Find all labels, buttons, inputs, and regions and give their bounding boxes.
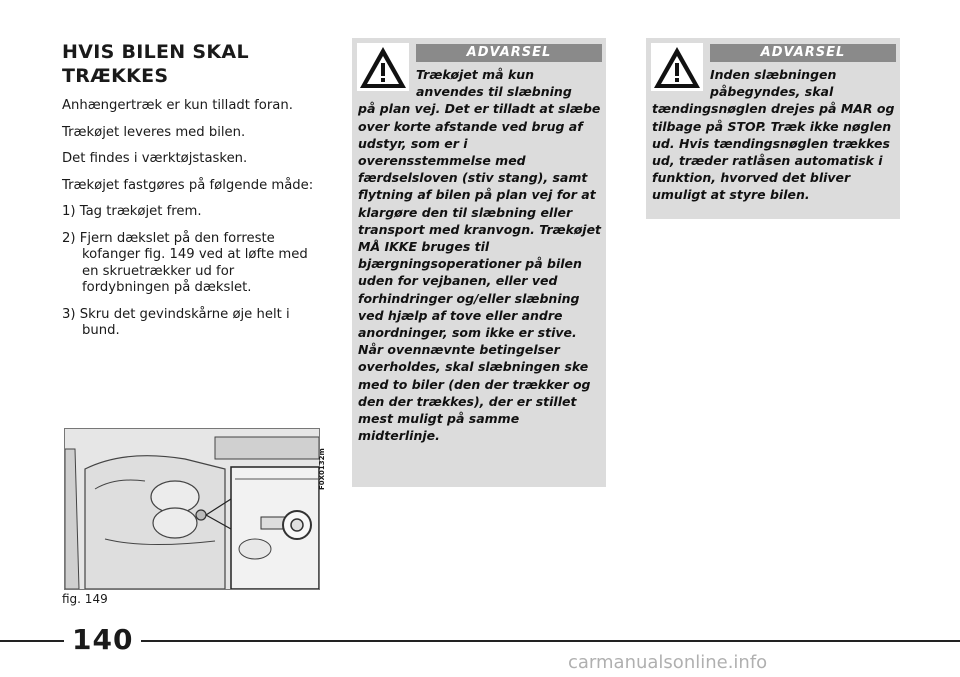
paragraph: Anhængertræk er kun tilladt foran.	[62, 98, 293, 113]
warning-body: på plan vej. Det er tilladt at slæbe over korte afstande ved brug af udstyr, som er i overensstemmelse med færdselsloven (stiv stang), samt flytning af bilen på plan vej for at klargøre den til slæbning eller transport med kranvogn. Trækøjet MÅ IKKE bruges til bjærgningsoperationer på bilen uden for vejbanen, eller ved forhindringer og/eller slæbning ved hjælp af tove eller andre anordninger, som ikke er stive. Når ovennævnte betingelser overholdes, skal slæbningen ske med to biler (den der trækker og den der trækkes), der er stillet mest muligt på samme midterlinje.	[358, 101, 602, 444]
warning-text	[652, 66, 896, 204]
step-item: 2) Fjern dækslet på den forreste kofanger fig. 149 ved at løfte med en skruetrækker ud for fordybningen på dækslet.	[62, 230, 308, 295]
step-item: 1) Tag trækøjet frem.	[62, 204, 202, 219]
warning-box	[352, 38, 606, 487]
paragraph: Trækøjet fastgøres på følgende måde:	[62, 177, 314, 193]
figure-illustration	[64, 428, 320, 590]
watermark: carmanualsonline.info	[568, 652, 768, 673]
warning-heading: ADVARSEL	[416, 44, 602, 62]
paragraph: Det findes i værktøjstasken.	[62, 151, 248, 166]
body-text	[62, 98, 324, 350]
warning-box	[646, 38, 900, 219]
bumper-illustration	[65, 429, 319, 589]
step-item: 3) Skru det gevindskårne øje helt i bund.	[62, 306, 290, 338]
footer-rule	[0, 640, 960, 642]
warning-lead: Trækøjet må kun anvendes til slæbning	[416, 67, 572, 100]
paragraph: Trækøjet leveres med bilen.	[62, 124, 246, 140]
warning-lead: Inden slæbningen påbegyndes, skal	[710, 67, 837, 100]
section-title: HVIS BILEN SKAL TRÆKKES	[62, 41, 249, 87]
figure-caption: fig. 149	[62, 592, 108, 606]
warning-text	[358, 66, 602, 444]
warning-body: tændingsnøglen drejes på MAR og tilbage på STOP. Træk ikke nøglen ud. Hvis tændingsnøglen trækkes ud, træder ratlåsen automatisk i funktion, hvorved det bliver umuligt at styre bilen.	[652, 101, 895, 203]
warning-heading: ADVARSEL	[710, 44, 896, 62]
figure-code: F0X0132m	[318, 448, 326, 490]
page-number: 140	[64, 624, 141, 656]
